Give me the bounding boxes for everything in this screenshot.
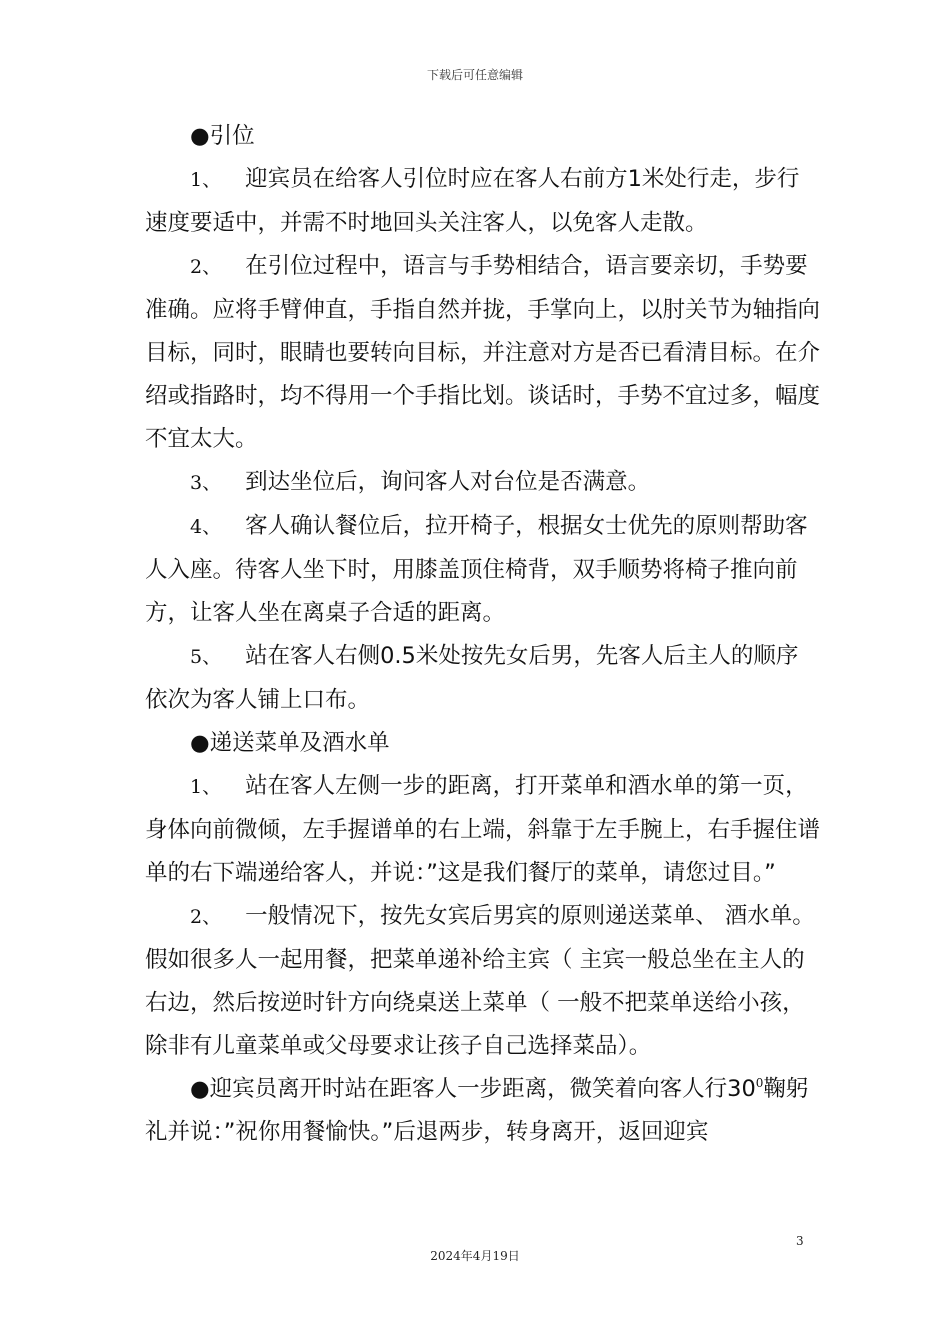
- list-item: [145, 765, 820, 895]
- document-body: [145, 115, 820, 1154]
- item-text: 在引位过程中，语言与手势相结合，语言要亲切，手势要准确。应将手臂伸直，手指自然并拢，手掌向上，以肘关节为轴指向目标，同时，眼睛也要转向目标，并注意对方是否已看清目标。在介绍或指路时，均不得用一个手指比划。谈话时，手势不宜过多，幅度不宜太大。: [145, 253, 821, 452]
- page-number: 3: [796, 1234, 804, 1248]
- list-item: [145, 158, 820, 245]
- item-number: 1、: [190, 169, 222, 191]
- list-item: [145, 635, 820, 722]
- item-number: 4、: [190, 516, 222, 538]
- list-item: [145, 461, 820, 505]
- section-heading: ●递送菜单及酒水单: [190, 730, 390, 756]
- page-header: 下载后可任意编辑: [426, 68, 523, 82]
- item-number: 1、: [190, 776, 222, 798]
- list-item: [145, 895, 820, 1068]
- item-number: 3、: [190, 472, 222, 494]
- closing-text-start: ●迎宾员离开时站在距客人一步距离，微笑着向客人行30: [190, 1076, 756, 1102]
- item-number: 2、: [190, 256, 222, 278]
- section-heading: ●引位: [190, 123, 255, 149]
- closing-text-end: 鞠躬礼并说：”祝你用餐愉快。”后退两步，转身离开，返回迎宾: [145, 1076, 809, 1145]
- list-item: [145, 505, 820, 635]
- item-text: 站在客人左侧一步的距离，打开菜单和酒水单的第一页，身体向前微倾，左手握谱单的右上端，斜靠于左手腕上，右手握住谱单的右下端递给客人，并说：”这是我们餐厅的菜单，请您过目。”: [145, 773, 821, 886]
- item-number: 5、: [190, 646, 222, 668]
- list-item: [145, 245, 820, 461]
- item-text: 一般情况下，按先女宾后男宾的原则递送菜单、 酒水单。假如很多人一起用餐，把菜单递补给主宾（ 主宾一般总坐在主人的右边，然后按逆时针方向绕桌送上菜单（ 一般不把菜单送给小孩，除非有儿童菜单或父母要求让孩子自己选择菜品）。: [145, 903, 815, 1059]
- degree-superscript: 0: [755, 1076, 764, 1090]
- item-text: 客人确认餐位后，拉开椅子，根据女士优先的原则帮助客人入座。待客人坐下时，用膝盖顶住椅背，双手顺势将椅子推向前方，让客人坐在离桌子合适的距离。: [145, 513, 808, 626]
- page-footer-date: 2024年4月19日: [430, 1249, 520, 1263]
- item-text: 站在客人右侧0.5米处按先女后男，先客人后主人的顺序依次为客人铺上口布。: [145, 643, 799, 713]
- item-text: 到达坐位后，询问客人对台位是否满意。: [245, 469, 651, 495]
- item-text: 迎宾员在给客人引位时应在客人右前方1米处行走，步行速度要适中，并需不时地回头关注客人，以免客人走散。: [145, 166, 800, 236]
- item-number: 2、: [190, 906, 222, 928]
- closing-paragraph: [145, 1068, 820, 1154]
